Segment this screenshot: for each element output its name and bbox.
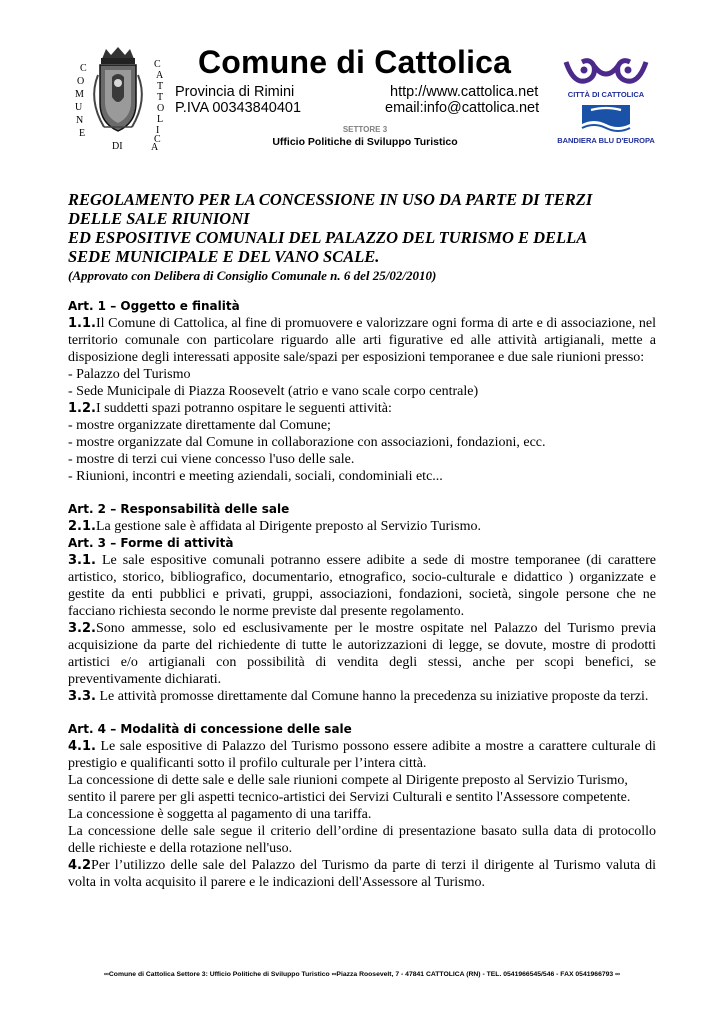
crest-letter: T xyxy=(157,81,164,92)
blue-flag-logo xyxy=(553,104,659,146)
blue-flag-caption: BANDIERA BLU D'EUROPA xyxy=(557,136,655,145)
list-item: - mostre organizzate direttamente dal Comune; xyxy=(68,418,331,433)
crest-letter: DI xyxy=(112,141,123,152)
paragraph-text: La gestione sale è affidata al Dirigente preposto al Servizio Turismo. xyxy=(95,519,482,534)
title-line: REGOLAMENTO PER LA CONCESSIONE IN USO DA PARTE DI TERZI xyxy=(68,190,593,209)
title-line: DELLE SALE RIUNIONI xyxy=(68,209,250,228)
blue-flag-icon xyxy=(581,104,631,134)
paragraph-text: La concessione è soggetta al pagamento di una tariffa. xyxy=(68,807,372,822)
paragraph-text: Per l’utilizzo delle sale del Palazzo del Turismo da parte di terzi il dirigente al Turismo valuta di volta in volta acquisito il parere e le indicazioni dell'Assessore al Turismo. xyxy=(68,858,656,890)
crest-letter: C xyxy=(154,134,161,145)
paragraph-number: 1.2. xyxy=(68,401,96,416)
page-footer: ∞Comune di Cattolica Settore 3: Ufficio Politiche di Sviluppo Turistico ∞Piazza Roosevelt, 7 - 47841 CATTOLICA (RN) - TEL. 0541966545/546 - FAX 0541966793 ∞ xyxy=(104,971,620,978)
paragraph xyxy=(68,518,656,535)
paragraph-text: Le sale espositive di Palazzo del Turismo possono essere adibite a mostre a carattere culturale di prestigio e qualificanti sotto il profilo culturale per l’intera città. xyxy=(68,739,656,771)
crest-letter: O xyxy=(157,103,165,114)
crest-letter: A xyxy=(151,142,159,153)
crest-letter: M xyxy=(75,89,84,100)
crest-letter: N xyxy=(76,115,84,126)
article-heading: Art. 2 – Responsabilità delle sale xyxy=(68,502,290,516)
paragraph-text: Le sale espositive comunali potranno essere adibite a sede di mostre temporanee (di carattere artistico, storico, bibliografico, documentario, etnografico, socio-culturale e didattico ) organizzate e gestite da enti pubblici e privati, gruppi, associazioni, fondazioni, società, singole persone che ne facciano richiesta secondo le norme previste dal presente regolamento. xyxy=(68,553,656,619)
paragraph-text: La concessione di dette sale e delle sale riunioni compete al Dirigente preposto al Servizio Turismo, sentito il parere per gli aspetti tecnico-artistici dei Servizi Culturali e sentito l'Assessore competente. xyxy=(68,773,631,805)
paragraph xyxy=(68,857,656,891)
crest-letter: T xyxy=(157,92,164,103)
list-item: - mostre organizzate dal Comune in collaborazione con associazioni, fondazioni, ecc. xyxy=(68,435,546,450)
crest-letter: C xyxy=(154,59,161,70)
crest-letter: A xyxy=(156,70,164,81)
sector-label: SETTORE 3 xyxy=(342,125,388,134)
paragraph-number: 3.2. xyxy=(68,621,96,636)
city-logo-icon xyxy=(560,56,652,88)
crest-letter: L xyxy=(157,114,164,125)
document-title xyxy=(68,190,668,285)
crest-logo xyxy=(68,45,168,155)
vat-number: P.IVA 00343840401 xyxy=(175,100,302,116)
article-heading: Art. 4 – Modalità di concessione delle sale xyxy=(68,722,352,736)
city-logo xyxy=(560,56,652,100)
crest-letter: U xyxy=(75,102,83,113)
document-body xyxy=(68,298,656,891)
office-label: Ufficio Politiche di Sviluppo Turistico xyxy=(272,136,458,148)
paragraph-number: 4.1. xyxy=(68,739,96,754)
crest-letter: C xyxy=(80,63,87,74)
province: Provincia di Rimini xyxy=(175,84,295,100)
email-link[interactable]: email:info@cattolica.net xyxy=(385,100,540,116)
paragraph-number: 2.1. xyxy=(68,519,96,534)
list-item: - Sede Municipale di Piazza Roosevelt (atrio e vano scale corpo centrale) xyxy=(68,384,479,399)
city-logo-caption: CITTÀ DI CATTOLICA xyxy=(567,90,645,99)
website-link[interactable]: http://www.cattolica.net xyxy=(390,84,539,100)
paragraph-number: 3.1. xyxy=(68,553,96,568)
title-line: ED ESPOSITIVE COMUNALI DEL PALAZZO DEL TURISMO E DELLA xyxy=(68,228,588,247)
paragraph xyxy=(68,738,656,772)
paragraph-number: 4.2 xyxy=(68,858,92,873)
paragraph xyxy=(68,400,656,417)
paragraph-number: 1.1. xyxy=(68,316,96,331)
paragraph xyxy=(68,688,656,705)
paragraph xyxy=(68,620,656,688)
list-item: - Riunioni, incontri e meeting aziendali, sociali, condominiali etc... xyxy=(68,469,443,484)
page-title: Comune di Cattolica xyxy=(198,44,512,80)
title-line: SEDE MUNICIPALE E DEL VANO SCALE. xyxy=(68,247,380,266)
crest-letter: E xyxy=(79,128,86,139)
paragraph xyxy=(68,315,656,366)
list-item: - mostre di terzi cui viene concesso l'uso delle sale. xyxy=(68,452,355,467)
paragraph-number: 3.3. xyxy=(68,689,96,704)
article-heading: Art. 1 – Oggetto e finalità xyxy=(68,299,240,313)
paragraph-text: Sono ammesse, solo ed esclusivamente per le mostre ospitate nel Palazzo del Turismo previa acquisizione da parte del richiedente di tutte le autorizzazioni di legge, se dovute, mostre di prodotti artistici e/o artigianali con possibilità di vendita degli stessi, anche per scopi benefici, se preventivamente dichiarati. xyxy=(68,621,656,687)
crest-letter: O xyxy=(77,76,85,87)
paragraph-text: La concessione delle sale segue il criterio dell’ordine di presentazione basato sulla data di protocollo delle richieste e della rotazione nell'uso. xyxy=(68,824,656,856)
paragraph-text: Il Comune di Cattolica, al fine di promuovere e valorizzare ogni forma di arte e di associazione, nel territorio comunale con particolare riguardo alle arti figurative ed alle attività artigianali, mette a disposizione degli interessati apposite sale/spazi per esposizioni temporanee e due sale riunioni presso: xyxy=(68,316,656,365)
paragraph xyxy=(68,552,656,620)
paragraph-text: I suddetti spazi potranno ospitare le seguenti attività: xyxy=(95,401,392,416)
crest-letter: I xyxy=(156,125,160,136)
article-heading: Art. 3 – Forme di attività xyxy=(68,536,234,550)
paragraph-text: Le attività promosse direttamente dal Comune hanno la precedenza su iniziative proposte da terzi. xyxy=(95,689,649,704)
approval-note: (Approvato con Delibera di Consiglio Comunale n. 6 del 25/02/2010) xyxy=(68,268,437,283)
list-item: - Palazzo del Turismo xyxy=(68,367,191,382)
